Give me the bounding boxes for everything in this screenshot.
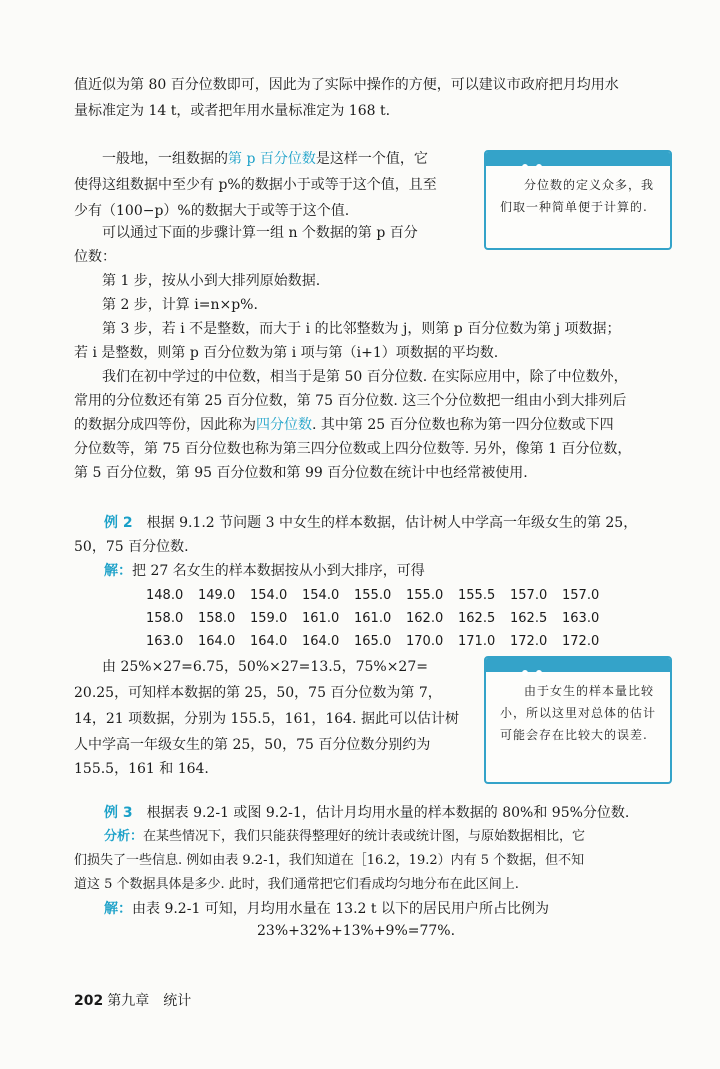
- example-2-calc-2: 20.25，可知样本数据的第 25，50，75 百分位数为第 7，: [74, 685, 442, 701]
- quartile-line-3: [74, 412, 666, 438]
- data-cell: 154.0: [250, 588, 288, 603]
- data-cell: 163.0: [562, 611, 600, 626]
- data-cell: 172.0: [510, 634, 548, 649]
- table-row: [146, 630, 614, 653]
- quartile-line-5: 第 5 百分位数，第 95 百分位数和第 99 百分位数在统计中也经常被使用.: [74, 465, 528, 481]
- data-cell: 163.0: [146, 634, 184, 649]
- definition-line-3: 少有（100−p）%的数据大于或等于这个值.: [74, 203, 350, 219]
- solution-text: 把 27 名女生的样本数据按从小到大排序，可得: [132, 563, 425, 579]
- data-cell: 164.0: [198, 634, 236, 649]
- step-3: 第 3 步，若 i 不是整数，而大于 i 的比邻整数为 j，则第 p 百分位数为第 j 项数据；: [102, 321, 621, 337]
- data-cell: 162.0: [406, 611, 444, 626]
- example-2-question: [104, 510, 666, 536]
- example-2-text: 根据 9.1.2 节问题 3 中女生的样本数据，估计树人中学高一年级女生的第 25，: [146, 515, 638, 531]
- example-2-label: 例 2: [104, 515, 133, 531]
- data-cell: 172.0: [562, 634, 600, 649]
- example-3-analysis-3: 道这 5 个数据具体是多少. 此时，我们通常把它们看成均匀地分布在此区间上.: [74, 877, 519, 892]
- data-cell: 161.0: [354, 611, 392, 626]
- data-cell: 158.0: [198, 611, 236, 626]
- data-cell: 149.0: [198, 588, 236, 603]
- data-cell: 161.0: [302, 611, 340, 626]
- definition-line-4: 可以通过下面的步骤计算一组 n 个数据的第 p 百分: [102, 225, 418, 241]
- note-text: 由于女生的样本量比较小，所以这里对总体的估计可能会存在比较大的误差.: [500, 684, 657, 742]
- intro-line-2: 量标准定为 14 t，或者把年用水量标准定为 168 t.: [74, 103, 391, 119]
- example-3-analysis-2: 们损失了一些信息. 例如由表 9.2-1，我们知道在［16.2，19.2）内有 5 个数据，但不知: [74, 853, 585, 868]
- term-percentile: 第 p 百分位数: [228, 151, 316, 167]
- data-cell: 170.0: [406, 634, 444, 649]
- step-3-cont: 若 i 是整数，则第 p 百分位数为第 i 项与第（i+1）项数据的平均数.: [74, 345, 499, 361]
- intro-line-1: 值近似为第 80 百分位数即可，因此为了实际中操作的方便，可以建议市政府把月均用水: [74, 77, 619, 93]
- example-2-question-cont: 50，75 百分位数.: [74, 539, 189, 555]
- data-cell: 148.0: [146, 588, 184, 603]
- quartile-text: 的数据分成四等份，因此称为: [74, 417, 256, 433]
- step-1: 第 1 步，按从小到大排列原始数据.: [102, 273, 321, 289]
- data-cell: 157.0: [510, 588, 548, 603]
- analysis-text: 在某些情况下，我们只能获得整理好的统计表或统计图，与原始数据相比，它: [143, 829, 586, 844]
- sorted-data-table: [146, 584, 614, 653]
- solution-label: 解：: [104, 901, 132, 917]
- note-tab: [486, 152, 670, 166]
- example-2-calc-3: 14，21 项数据，分别为 155.5，161，164. 据此可以估计树: [74, 711, 459, 727]
- quartile-line-2: 常用的分位数还有第 25 百分位数，第 75 百分位数. 这三个分位数把一组由小到大排列后: [74, 393, 627, 409]
- note-text: 分位数的定义众多，我们取一种简单便于计算的.: [500, 178, 655, 214]
- data-cell: 155.0: [354, 588, 392, 603]
- data-cell: 164.0: [250, 634, 288, 649]
- data-cell: 164.0: [302, 634, 340, 649]
- analysis-label: 分析：: [104, 829, 144, 844]
- data-cell: 171.0: [458, 634, 496, 649]
- chapter-title: 第九章 统计: [107, 993, 192, 1009]
- data-cell: 162.5: [510, 611, 548, 626]
- example-2-calc-5: 155.5，161 和 164.: [74, 761, 209, 777]
- definition-text: 一般地，一组数据的: [102, 151, 228, 167]
- example-3-question: [104, 800, 666, 826]
- quartile-line-1: 我们在初中学过的中位数，相当于是第 50 百分位数. 在实际应用中，除了中位数外，: [102, 369, 628, 385]
- data-cell: 159.0: [250, 611, 288, 626]
- margin-note-sample-size: [484, 656, 672, 784]
- example-3-label: 例 3: [104, 805, 133, 821]
- note-tab: [486, 658, 670, 672]
- definition-line-5: 位数：: [74, 249, 116, 265]
- example-2-calc-1: 由 25%×27=6.75，50%×27=13.5，75%×27=: [102, 659, 428, 675]
- data-cell: 162.5: [458, 611, 496, 626]
- margin-note-definition: [484, 150, 672, 250]
- example-3-text: 根据表 9.2-1 或图 9.2-1，估计月均用水量的样本数据的 80%和 95%分位数.: [146, 805, 630, 821]
- page-footer: [74, 990, 191, 1010]
- table-row: [146, 584, 614, 607]
- solution-label: 解：: [104, 563, 132, 579]
- page-number: 202: [74, 993, 104, 1009]
- solution-text: 由表 9.2-1 可知，月均用水量在 13.2 t 以下的居民用户所占比例为: [132, 901, 549, 917]
- example-3-analysis: [104, 824, 666, 850]
- example-3-formula: 23%+32%+13%+9%=77%.: [257, 923, 456, 939]
- quartile-text: . 其中第 25 百分位数也称为第一四分位数或下四: [312, 417, 614, 433]
- term-quartile: 四分位数: [256, 417, 312, 433]
- data-cell: 165.0: [354, 634, 392, 649]
- data-cell: 158.0: [146, 611, 184, 626]
- definition-line-1: [74, 146, 474, 172]
- definition-text: 是这样一个值，它: [315, 151, 428, 167]
- data-cell: 154.0: [302, 588, 340, 603]
- definition-line-2: 使得这组数据中至少有 p%的数据小于或等于这个值，且至: [74, 177, 437, 193]
- table-row: [146, 607, 614, 630]
- example-2-calc-4: 人中学高一年级女生的第 25，50，75 百分位数分别约为: [74, 737, 431, 753]
- data-cell: 155.0: [406, 588, 444, 603]
- data-cell: 157.0: [562, 588, 600, 603]
- step-2: 第 2 步，计算 i=n×p%.: [102, 297, 258, 313]
- quartile-line-4: 分位数等，第 75 百分位数也称为第三四分位数或上四分位数等. 另外，像第 1 百分位数，: [74, 441, 632, 457]
- example-2-solution: [104, 558, 696, 584]
- data-cell: 155.5: [458, 588, 496, 603]
